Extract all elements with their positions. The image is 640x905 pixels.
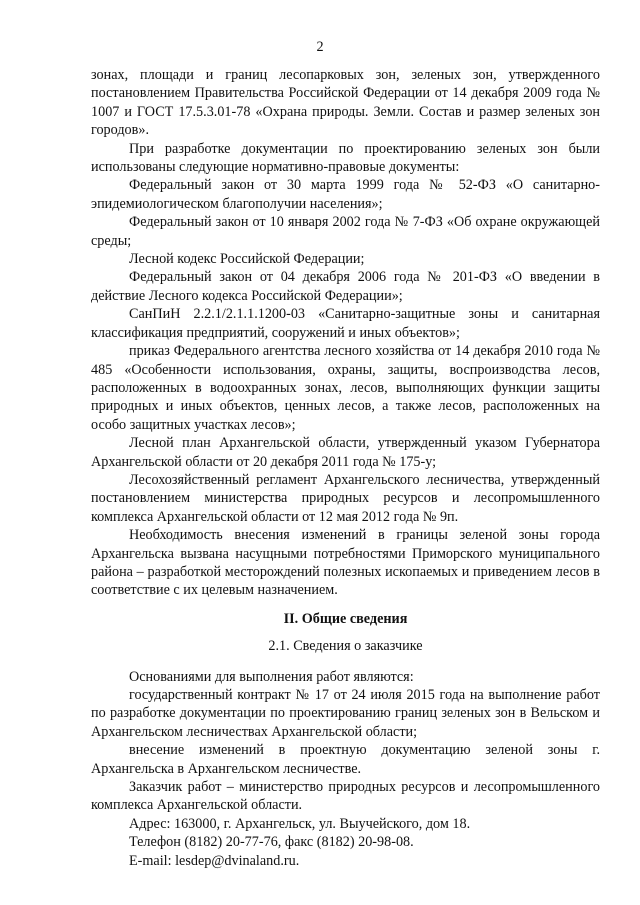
paragraph: Основаниями для выполнения работ являются: bbox=[129, 668, 414, 685]
document-body bbox=[91, 66, 600, 870]
paragraph: внесение изменений в проектную документацию зеленой зоны г. Архангельска в Архангельском лесничестве. bbox=[91, 742, 600, 777]
paragraph: Лесохозяйственный регламент Архангельского лесничества, утвержденный постановлением министерства природных ресурсов и лесопромышленного комплекса Архангельской области от 12 мая 2012 года № 9п. bbox=[91, 471, 600, 525]
section-heading: II. Общие сведения bbox=[283, 610, 408, 627]
paragraph: Федеральный закон от 04 декабря 2006 года № 201-ФЗ «О введении в действие Лесного кодекса Российской Федерации»; bbox=[91, 269, 600, 304]
page-number: 2 bbox=[316, 39, 324, 55]
paragraph: Заказчик работ – министерство природных ресурсов и лесопромышленного комплекса Архангельской области. bbox=[91, 779, 600, 814]
address-line: Адрес: 163000, г. Архангельск, ул. Выучейского, дом 18. bbox=[129, 815, 471, 832]
subsection-heading: 2.1. Сведения о заказчике bbox=[268, 638, 423, 655]
paragraph: Необходимость внесения изменений в границы зеленой зоны города Архангельска вызвана насущными потребностями Приморского муниципального района – разработкой месторождений полезных ископаемых и приведением лесов в соответствие с их целевым назначением. bbox=[91, 527, 600, 599]
paragraph: зонах, площади и границ лесопарковых зон, зеленых зон, утвержденного постановлением Правительства Российской Федерации от 14 декабря 2009 года № 1007 и ГОСТ 17.5.3.01-78 «Охрана природы. Земли. Состав и размер зеленых зон городов». bbox=[91, 67, 600, 139]
paragraph: приказ Федерального агентства лесного хозяйства от 14 декабря 2010 года № 485 «Особенности использования, охраны, защиты, воспроизводства лесов, расположенных в водоохранных зонах, лесов, выполняющих функции защиты природных и иных объектов, ценных лесов, а также лесов, расположенных на особо защитных участках лесов»; bbox=[91, 343, 600, 433]
paragraph: Федеральный закон от 30 марта 1999 года № 52-ФЗ «О санитарно-эпидемиологическом благополучии населения»; bbox=[91, 177, 600, 212]
paragraph: государственный контракт № 17 от 24 июля 2015 года на выполнение работ по разработке документации по проектированию границ зеленых зон в Вельском и Архангельском лесничествах Архангельской области; bbox=[91, 687, 600, 740]
paragraph: Лесной кодекс Российской Федерации; bbox=[129, 251, 365, 268]
paragraph: Лесной план Архангельской области, утвержденный указом Губернатора Архангельской области от 20 декабря 2011 года № 175-у; bbox=[91, 435, 600, 470]
paragraph: Федеральный закон от 10 января 2002 года № 7-ФЗ «Об охране окружающей среды; bbox=[91, 214, 600, 249]
email-line: E-mail: lesdep@dvinaland.ru. bbox=[129, 852, 300, 869]
paragraph: СанПиН 2.2.1/2.1.1.1200-03 «Санитарно-защитные зоны и санитарная классификация предприятий, сооружений и иных объектов»; bbox=[91, 306, 600, 341]
paragraph: При разработке документации по проектированию зеленых зон были использованы следующие нормативно-правовые документы: bbox=[91, 140, 600, 176]
phone-line: Телефон (8182) 20-77-76, факс (8182) 20-98-08. bbox=[129, 834, 414, 851]
